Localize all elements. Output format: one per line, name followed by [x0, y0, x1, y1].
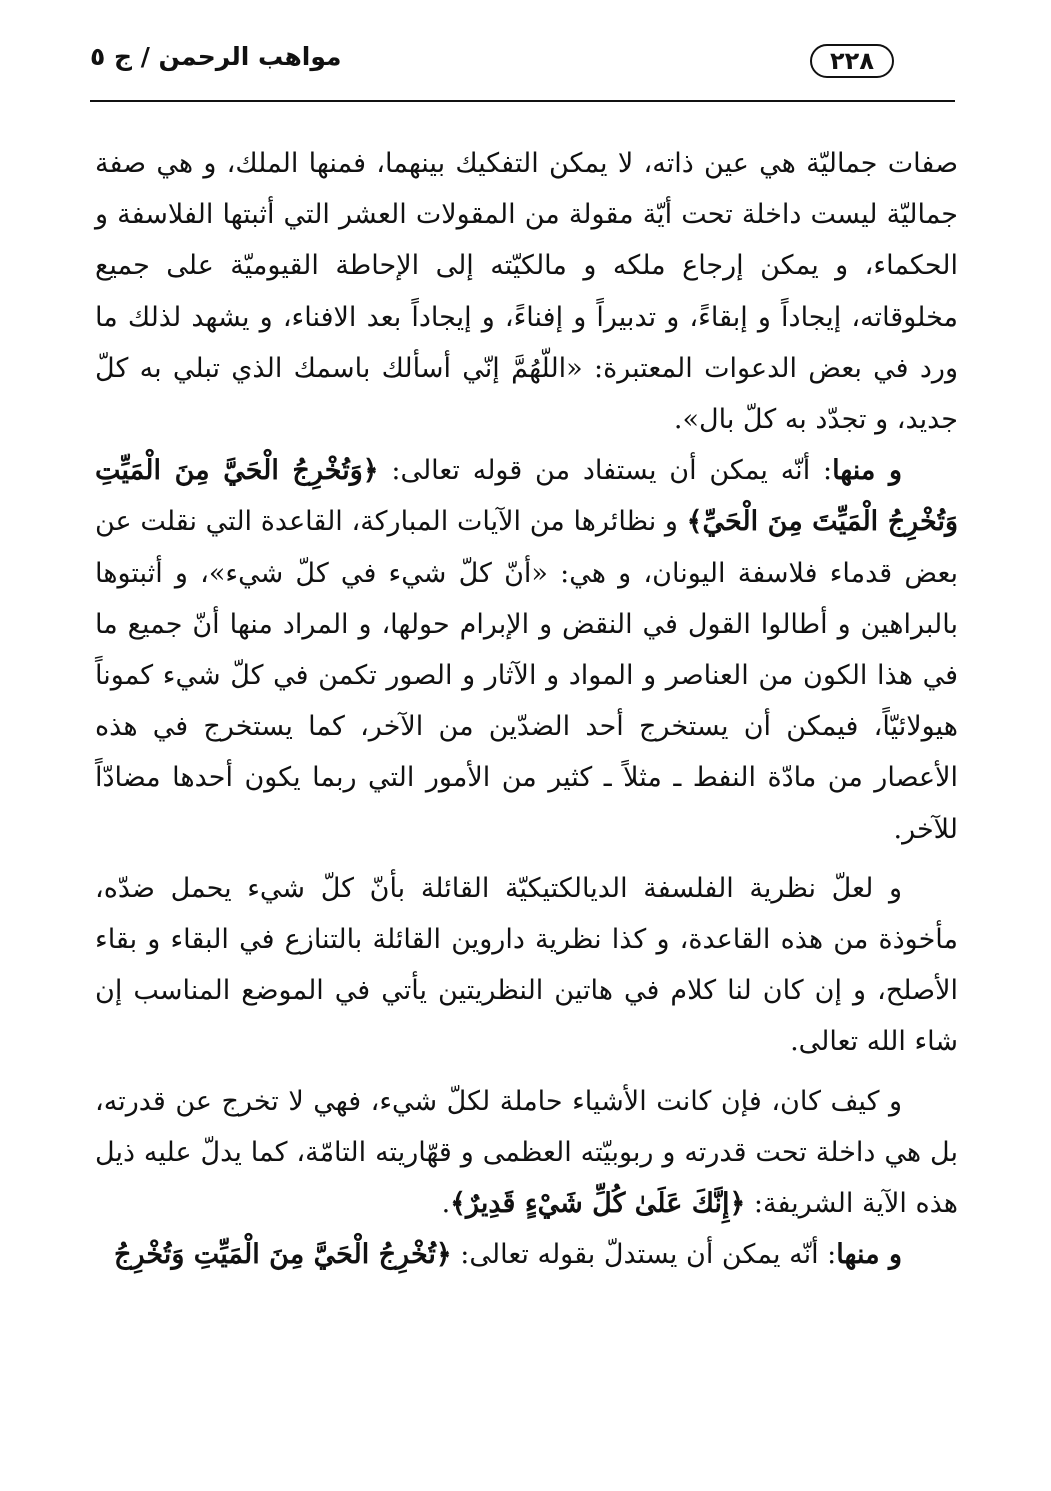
paragraph-2: [95, 445, 958, 855]
paragraph-3-text: و لعلّ نظرية الفلسفة الديالكتيكيّة القائلة بأنّ كلّ شيء يحمل ضدّه، مأخوذة من هذه القاعدة، و كذا نظرية داروين القائلة بالتنازع في البقاء و بقاء الأصلح، و إن كان لنا كلام في هاتين النظريتين يأتي في الموضع المناسب إن شاء الله تعالى.: [95, 872, 958, 1058]
paragraph-1: [95, 138, 958, 445]
quran-verse-1: ﴿وَتُخْرِجُ الْحَيَّ مِنَ الْمَيِّتِ وَتُخْرِجُ الْمَيِّتَ مِنَ الْحَيِّ﴾: [95, 455, 958, 538]
paragraph-5-lead: و منها: [836, 1239, 902, 1271]
quran-verse-3: ﴿تُخْرِجُ الْحَيَّ مِنَ الْمَيِّتِ وَتُخْرِجُ: [114, 1239, 452, 1271]
paragraph-5-text-1: : أنّه يمكن أن يستدلّ بقوله تعالى:: [451, 1239, 837, 1271]
quran-verse-2: ﴿إِنَّكَ عَلَىٰ كُلِّ شَيْءٍ قَدِيرٌ﴾: [450, 1188, 746, 1220]
paragraph-2-text-2: و نظائرها من الآيات المباركة، القاعدة التي نقلت عن بعض قدماء فلاسفة اليونان، و هي: «أنّ كلّ شيء في كلّ شيء»، و أثبتوها بالبراهين و أطالوا القول في النقض و الإبرام حولها، و المراد منها أنّ جميع ما في هذا الكون من العناصر و المواد و الآثار و الصور تكمن في كلّ شيء كموناً هيولائيّاً، فيمكن أن يستخرج أحد الضدّين من الآخر، كما يستخرج في هذه الأعصار من مادّة النفط ـ مثلاً ـ كثير من الأمور التي ربما يكون أحدها مضادّاً للآخر.: [95, 506, 958, 845]
paragraph-3: [95, 863, 958, 1068]
page-header: [90, 40, 955, 88]
header-rule: [90, 100, 955, 102]
paragraph-4: [95, 1076, 958, 1230]
body-text: [95, 138, 958, 1280]
running-title: مواهب الرحمن / ج ٥: [90, 42, 342, 71]
paragraph-4-text-1: و كيف كان، فإن كانت الأشياء حاملة لكلّ شيء، فهي لا تخرج عن قدرته، بل هي داخلة تحت قدرته و ربوبيّته العظمى و قهّاريته التامّة، كما يدلّ عليه ذيل هذه الآية الشريفة:: [95, 1085, 959, 1220]
page-number: ٢٢٨: [810, 44, 894, 78]
paragraph-2-text-1: : أنّه يمكن أن يستفاد من قوله تعالى:: [378, 455, 833, 487]
paragraph-2-lead: و منها: [832, 455, 902, 487]
paragraph-4-text-2: .: [441, 1188, 451, 1220]
paragraph-5: [95, 1229, 958, 1280]
paragraph-1-text: صفات جماليّة هي عين ذاته، لا يمكن التفكيك بينهما، فمنها الملك، و هي صفة جماليّة ليست داخلة تحت أيّة مقولة من المقولات العشر التي أثبتها الفلاسفة و الحكماء، و يمكن إرجاع ملكه و مالكيّته إلى الإحاطة القيوميّة على جميع مخلوقاته، إيجاداً و إبقاءً، و تدبيراً و إفناءً، و إيجاداً بعد الافناء، و يشهد لذلك ما ورد في بعض الدعوات المعتبرة: «اللّهُمَّ إنّي أسألك باسمك الذي تبلي به كلّ جديد، و تجدّد به كلّ بال».: [95, 148, 958, 436]
